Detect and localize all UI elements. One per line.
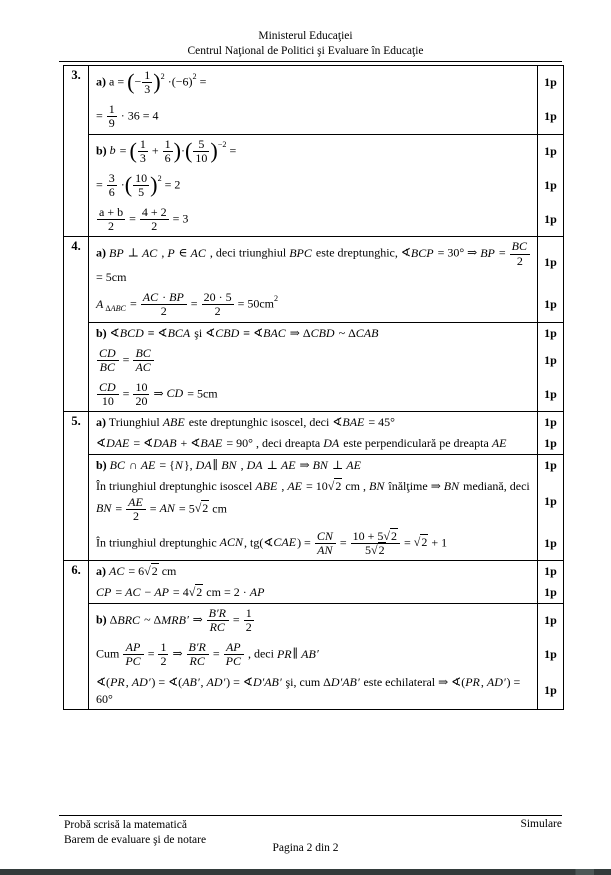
row-body — [89, 66, 563, 236]
points-cell: 1p — [537, 66, 563, 100]
solution-part — [89, 237, 563, 322]
points-cell: 1p — [537, 135, 563, 169]
solution-content — [89, 66, 537, 100]
points-cell: 1p — [537, 638, 563, 672]
math-line: a) BP ⊥ AC , P ∈ AC , deci triunghiul BPC este dreptunghic, ∢BCP = 30° ⇒ BP = $\frac{BC}{2}$ = 5cm — [96, 239, 534, 286]
math-line: a) Triunghiul ABE este dreptunghic isoscel, deci ∢BAE = 45° — [96, 415, 395, 430]
scored-entry — [89, 455, 563, 476]
header-rule — [59, 61, 562, 62]
solution-content — [89, 433, 537, 454]
solution-content — [89, 344, 537, 378]
math-line: A $_{\Delta ABC}$ = $\frac{AC \cdot BP}{2}$ = $\frac{20 \cdot 5}{2}$ = $50cm^2$ — [96, 290, 279, 319]
scored-entry — [89, 237, 563, 288]
math-line: În triunghiul dreptunghic isoscel ABE , AE = 10 √ 2 cm , BN înălţime ⇒ BN mediană, deci — [96, 478, 534, 495]
scored-entry — [89, 638, 563, 672]
math-line: Cum $\frac{AP}{PC}$ = $\frac{1}{2}$ ⇒ $\frac{B'R}{RC}$ = $\frac{AP}{PC}$ , deci PR∥ AB′ — [96, 639, 320, 669]
bottom-bar — [0, 869, 611, 875]
points-cell: 1p — [537, 237, 563, 288]
footer-page-number: Pagina 2 din 2 — [272, 842, 339, 854]
points-cell: 1p — [537, 433, 563, 454]
scored-entry — [89, 604, 563, 638]
math-line: ∢(PR, AD′) = ∢(AB′, AD′) = ∢D′AB′ şi, cum ΔD′AB′ este echilateral ⇒ ∢(PR, AD′) = 60° — [96, 674, 521, 706]
math-line: b) b = ( $\frac{1}{3}$ + $\frac{1}{6}$ )·( $\frac{5}{10}$ )$^{-2}$ = — [96, 136, 237, 166]
table-row — [64, 66, 563, 236]
scored-entry — [89, 288, 563, 322]
table-row — [64, 411, 563, 560]
solution-content — [89, 169, 537, 203]
solution-content — [89, 527, 537, 561]
math-line: a) AC = 6 √ 2 cm — [96, 563, 534, 580]
row-number: 5. — [64, 412, 89, 560]
scored-entry — [89, 100, 563, 134]
scored-entry — [89, 672, 563, 710]
solution-part — [89, 412, 563, 454]
solution-content — [89, 476, 537, 527]
solution-content — [89, 288, 537, 322]
points-cell: 1p — [537, 288, 563, 322]
scored-entry — [89, 561, 563, 582]
points-cell: 1p — [537, 169, 563, 203]
points-cell: 1p — [537, 582, 563, 603]
scored-entry — [89, 203, 563, 237]
points-cell: 1p — [537, 378, 563, 412]
footer-stage: Simulare — [520, 818, 562, 830]
scored-entry — [89, 323, 563, 344]
solution-content — [89, 203, 537, 237]
solution-part — [89, 66, 563, 134]
solution-content — [89, 237, 537, 288]
scored-entry — [89, 433, 563, 454]
row-number: 4. — [64, 237, 89, 411]
solution-part — [89, 603, 563, 709]
scored-entry — [89, 169, 563, 203]
points-cell: 1p — [537, 323, 563, 344]
points-cell: 1p — [537, 527, 563, 561]
math-line: b) ∢BCD ≡ ∢BCA şi ∢CBD ≡ ∢BAC ⇒ ΔCBD ~ ΔCAB — [96, 325, 379, 340]
row-body — [89, 412, 563, 560]
math-line: $\frac{CD}{BC}$ = $\frac{BC}{AC}$ — [96, 346, 534, 376]
footer-rule — [59, 815, 562, 816]
math-line: CP = AC − AP = 4 √ 2 cm = 2 · AP — [96, 584, 534, 601]
row-number: 3. — [64, 66, 89, 236]
math-line: b) BC ∩ AE = {N}, DA∥ BN , DA ⊥ AE ⇒ BN ⊥ AE — [96, 458, 361, 473]
row-body — [89, 561, 563, 709]
solution-part — [89, 322, 563, 412]
table-row — [64, 236, 563, 411]
document-header — [0, 29, 611, 59]
solution-content — [89, 135, 537, 169]
solution-content — [89, 582, 537, 603]
points-cell: 1p — [537, 455, 563, 476]
footer-exam-name: Probă scrisă la matematică — [64, 819, 187, 831]
math-line: a) a = (− $\frac{1}{3}$ )$^2 \cdot(-6)^2$ = — [96, 68, 207, 97]
points-cell: 1p — [537, 412, 563, 433]
solution-content — [89, 455, 537, 476]
solution-content — [89, 561, 537, 582]
points-cell: 1p — [537, 344, 563, 378]
scored-entry — [89, 582, 563, 603]
solution-content — [89, 412, 537, 433]
solution-part — [89, 561, 563, 603]
points-cell: 1p — [537, 203, 563, 237]
table-row — [64, 560, 563, 709]
scored-entry — [89, 135, 563, 169]
math-line: ∢DAE = ∢DAB + ∢BAE = 90° , deci dreapta DA este perpendiculară pe dreapta AE — [96, 436, 507, 451]
scoring-table — [63, 65, 564, 710]
points-cell: 1p — [537, 604, 563, 638]
scored-entry — [89, 378, 563, 412]
row-number: 6. — [64, 561, 89, 709]
scored-entry — [89, 344, 563, 378]
solution-content — [89, 604, 537, 638]
solution-content — [89, 100, 537, 134]
math-line: BN = $\frac{AE}{2}$ = AN = 5 √ 2 cm — [96, 495, 534, 525]
math-line: = $\frac{3}{6}$ ·( $\frac{10}{5}$ )$^2$ = 2 — [96, 170, 181, 200]
solution-content — [89, 638, 537, 672]
solution-content — [89, 323, 537, 344]
solution-part — [89, 134, 563, 237]
ministry-title: Ministerul Educaţiei — [258, 30, 353, 42]
math-line: b) ΔBRC ~ ΔMRB′ ⇒ $\frac{B'R}{RC}$ = $\frac{1}{2}$ — [96, 606, 252, 635]
math-line: $\frac{a + b}{2}$ = $\frac{4 + 2}{2}$ = 3 — [99, 204, 189, 233]
institution-subtitle: Centrul Naţional de Politici şi Evaluare în Educaţie — [187, 44, 424, 57]
points-cell: 1p — [537, 561, 563, 582]
scored-entry — [89, 412, 563, 433]
solution-content — [89, 378, 537, 412]
footer-rubric-name: Barem de evaluare şi de notare — [64, 834, 207, 847]
points-cell: 1p — [537, 672, 563, 710]
scored-entry — [89, 476, 563, 527]
math-line: În triunghiul dreptunghic ACN, tg(∢CAE) = $\frac{CN}{AN}$ = $\frac{10 + 5 √ 2}{5 √ 2}$ = √ 2 + 1 — [96, 529, 534, 559]
math-line: = $\frac{1}{9}$ · 36 = 4 — [96, 101, 159, 131]
points-cell: 1p — [537, 476, 563, 527]
points-cell: 1p — [537, 100, 563, 134]
math-line: $\frac{CD}{10}$ = $\frac{10}{20}$ ⇒ CD = 5cm — [99, 379, 218, 409]
scored-entry — [89, 527, 563, 561]
row-body — [89, 237, 563, 411]
solution-part — [89, 454, 563, 560]
scored-entry — [89, 66, 563, 100]
solution-content — [89, 672, 537, 710]
